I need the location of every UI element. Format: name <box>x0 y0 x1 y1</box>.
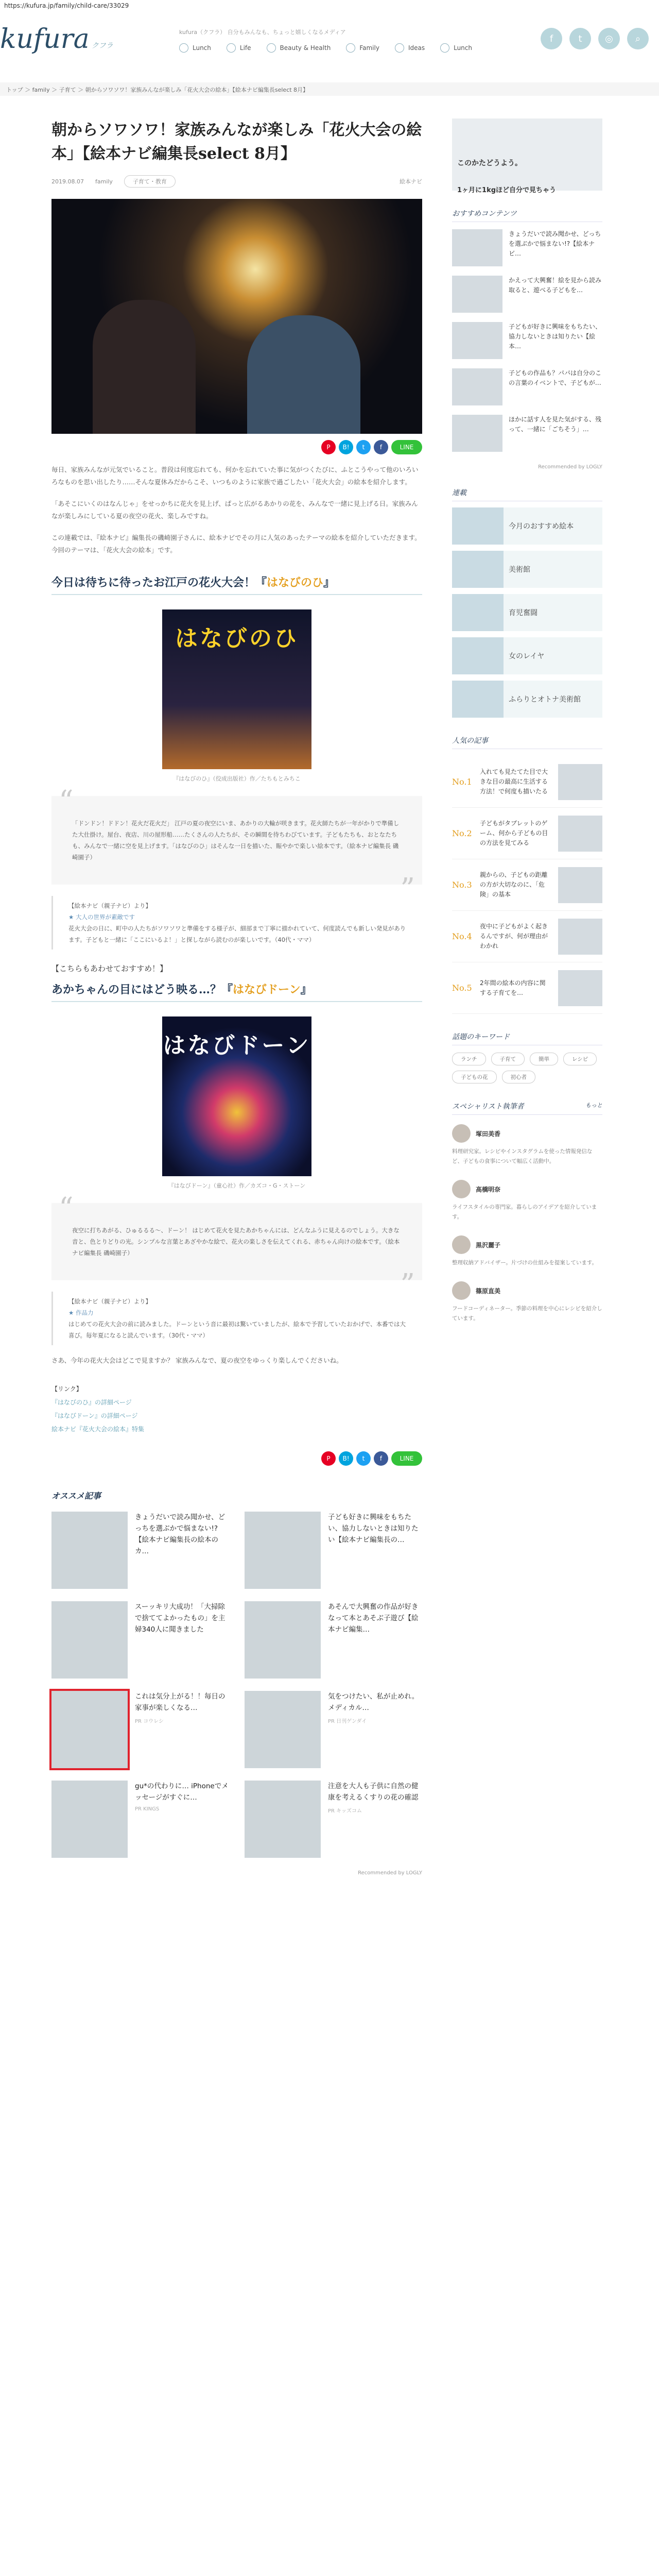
keyword-chip[interactable]: 子どもの花 <box>452 1071 497 1083</box>
line-share-button[interactable]: LINE <box>391 1451 422 1466</box>
article-date: 2019.08.07 <box>51 178 84 185</box>
line-share-button[interactable]: LINE <box>391 440 422 454</box>
twitter-icon[interactable]: t <box>569 28 591 49</box>
site-header <box>0 12 659 79</box>
open-quote-icon: “ <box>59 785 74 818</box>
section-2-heading: あかちゃんの目にはどう映る…？『はなびドーン』 <box>51 981 422 1002</box>
book2-caption: 『はなびドーン』（童心社）作／カズコ・G・ストーン <box>168 1182 306 1189</box>
thumbnail <box>245 1691 321 1768</box>
heart-icon <box>267 43 276 53</box>
nav-lunch[interactable]: Lunch <box>179 43 211 53</box>
thumbnail <box>51 1512 128 1589</box>
avatar <box>452 1124 471 1143</box>
related-links: 【リンク】 『はなびのひ』の詳細ページ 『はなびドーン』の詳細ページ 絵本ナビ『花火大会の絵本』特集 <box>51 1382 422 1436</box>
powered-by[interactable]: Recommended by LOGLY <box>358 1870 422 1876</box>
nav-beauty[interactable]: Beauty & Health <box>267 43 331 53</box>
nav-life[interactable]: Life <box>227 43 251 53</box>
thumbnail <box>51 1781 128 1858</box>
avatar <box>452 1235 471 1254</box>
tagline: kufura（クフラ） 自分もみんなも、ちょっと嬉しくなるメディア <box>179 29 346 36</box>
keyword-chip[interactable]: 子育て <box>491 1053 525 1065</box>
recommend-item[interactable]: スーッキリ大成功！「大掃除で捨ててよかったもの」を主婦340人に聞きました <box>51 1601 229 1679</box>
instagram-icon[interactable]: ◎ <box>598 28 620 49</box>
recommend-title: オススメ記事 <box>51 1491 101 1501</box>
specialist[interactable]: 黒沢麗子 整理収納アドバイザー。片づけの仕組みを提案しています。 <box>452 1235 602 1268</box>
search-icon <box>440 43 449 53</box>
article-tag[interactable]: 子育て・教育 <box>124 175 176 188</box>
specialist[interactable]: 高橋明奈 ライフスタイルの専門家。暮らしのアイデアを紹介しています。 <box>452 1180 602 1222</box>
pinterest-icon[interactable]: P <box>321 1451 336 1466</box>
keyword-chip[interactable]: 初心者 <box>502 1071 536 1083</box>
recommend-item[interactable]: あそんで大興奮の作品が好きなって本とあそぶ子遊び【絵本ナビ編集… <box>245 1601 422 1679</box>
article-lead: 「あそこにいくのはなんじゃ」をせっかちに花火を見上げ、ぱっと広がるあかりの花を、みんなで一緒に見上げる日。家族みんなが楽しみにしている夏の夜空の花火、楽しみですね。 <box>51 500 418 520</box>
book-cover-hanabinohi[interactable]: はなびのひ <box>162 609 311 769</box>
nav-search[interactable]: Lunch <box>440 43 472 53</box>
quote-1: “ 「ドンドン！ドドン！花火だ花火だ」 江戸の夏の夜空にいま、あかりの大輪が咲きます。花火師たちが一年がかりで準備した大仕掛け。屋台、夜店、川の屋形船……たくさんの人たちが、その瞬間を待ちわびています。子どもたちも、おとなたちも、みんなで一緒に空を見上げます。「はなびのひ」はそんな一日を描いた、賑やかで楽しい絵本です。（絵本ナビ編集長 磯崎園子） ” <box>51 796 422 885</box>
ranking-item[interactable]: No.1 入れても見たてた目で大きな目の最高に生活する方法！で何度も描いたる <box>452 756 602 808</box>
facebook-icon[interactable]: f <box>374 440 388 454</box>
hero-image <box>51 199 422 434</box>
keywords-title: 話題のキーワード <box>452 1031 602 1045</box>
keyword-chip[interactable]: ランチ <box>452 1053 486 1065</box>
specialist[interactable]: 塚田美香 料理研究家。レシピやインスタグラムを使った情報発信など、子どもの食事について幅広く活動中。 <box>452 1124 602 1166</box>
nav-ideas[interactable]: Ideas <box>395 43 425 53</box>
breadcrumb[interactable]: トップ ＞ family ＞ 子育て ＞ 朝からソワソワ！家族みんなが楽しみ「花火大会の絵本」【絵本ナビ編集長select 8月】 <box>0 82 659 96</box>
series-banner[interactable]: ふらりとオトナ美術館 <box>452 681 602 718</box>
header-sns <box>541 28 649 49</box>
family-icon <box>346 43 355 53</box>
thumbnail <box>245 1781 321 1858</box>
nav-family[interactable]: Family <box>346 43 379 53</box>
close-quote-icon: ” <box>400 1268 415 1301</box>
article-author: 絵本ナビ <box>400 178 422 185</box>
series-banner[interactable]: 美術館 <box>452 551 602 588</box>
thumbnail <box>51 1601 128 1679</box>
search-icon[interactable]: ⌕ <box>627 28 649 49</box>
ranking-item[interactable]: No.5 2年間の絵本の内容に関する子育てを… <box>452 962 602 1014</box>
specialists-more-link[interactable]: もっと <box>585 1102 602 1109</box>
link-feature[interactable]: 絵本ナビ『花火大会の絵本』特集 <box>51 1426 145 1433</box>
book1-caption: 『はなびのひ』（佼成出版社）作／たちもとみちこ <box>173 775 301 782</box>
recommend-item[interactable]: 子ども好きに興味をもちたい、協力しないときは知りたい【絵本ナビ編集長の… <box>245 1512 422 1589</box>
keyword-chip[interactable]: レシピ <box>563 1053 597 1065</box>
article-intro: 毎日、家族みんなが元気でいること。普段は何度忘れても、何かを忘れていた事に気がつくたびに、ふとこうやって他のいろいろなものを思い出したり……そんな夏休みだからこそ、いつものように家族で過ごしたい「花火大会」の絵本を紹介します。 <box>51 466 419 486</box>
sidebar-rec-item[interactable]: ほかに話す人を見た気がする、残って、一緒に「ごちそう」… <box>452 415 602 452</box>
book-cover-hanabidon[interactable]: はなびドーン <box>162 1016 311 1176</box>
specialists-title: スペシャリスト執筆者 もっと <box>452 1101 602 1115</box>
series-banner[interactable]: 女のレイヤ <box>452 637 602 674</box>
section-1-heading: 今日は待ちに待ったお江戸の花火大会！『はなびのひ』 <box>51 574 422 595</box>
sidebar-rec-item[interactable]: 子どもが好きに興味をもちたい、協力しないときは知りたい【絵本… <box>452 322 602 359</box>
avatar <box>452 1180 471 1198</box>
keyword-list <box>452 1053 602 1083</box>
article-category[interactable]: family <box>95 178 113 185</box>
sidebar <box>452 118 602 1337</box>
bulb-icon <box>395 43 404 53</box>
sidebar-rec-item[interactable]: きょうだいで読み聞かせ、どっちを選ぶかで悩まない!?【絵本ナビ… <box>452 229 602 266</box>
recommend-item[interactable]: きょうだいで読み聞かせ、どっちを選ぶかで悩まない!?【絵本ナビ編集長の絵本のカ… <box>51 1512 229 1589</box>
share-bar <box>51 440 422 454</box>
close-quote-icon: ” <box>400 872 415 906</box>
house-icon <box>227 43 236 53</box>
sidebar-ad[interactable]: このかたどうよう。 1ヶ月に1kgほど自分で見ちゃう <box>452 118 602 191</box>
article-meta <box>51 175 422 188</box>
share-bar-bottom <box>51 1451 422 1466</box>
ranking-item[interactable]: No.4 夜中に子どもがよく起きるんですが、何が理由がわかれ <box>452 911 602 962</box>
hatena-icon[interactable]: B! <box>339 440 353 454</box>
facebook-icon[interactable]: f <box>541 28 562 49</box>
main-nav <box>179 43 472 53</box>
also-recommend: 【こちらもあわせておすすめ！】 <box>51 964 168 973</box>
thumbnail <box>51 1691 128 1768</box>
ranking-item[interactable]: No.2 子どもがタブレットのゲーム、何から子どもの目の方法を見てみる <box>452 808 602 859</box>
sidebar-rec-title: おすすめコンテンツ <box>452 208 602 222</box>
recommend-item-highlighted[interactable]: これは気分上がる！！毎日の家事が楽しくなる… PR コウレシ <box>51 1691 229 1768</box>
sidebar-rec-item[interactable]: 子どもの作品も？パパは自分のこの言葉のイベントで、子どもが… <box>452 368 602 405</box>
recommend-section <box>51 1489 422 1876</box>
review-2: 【絵本ナビ（親子ナビ）より】 ★ 作品力 はじめての花火大会の前に読みました。ドーンという音に最初は驚いていましたが、絵本で予習していたおかげで、本番では大喜び。毎年夏になると読んでいます。（30代・ママ） <box>51 1292 422 1345</box>
review-1: 【絵本ナビ（親子ナビ）より】 ★ 大人の世界が素敵です 花火大会の日に、町中の人たちがソワソワと準備をする様子が、細部まで丁寧に描かれていて、何度読んでも新しい発見があります。子どもと一緒に「ここにいるよ！」と探しながら読むのが楽しいです。（40代・ママ） <box>51 896 422 950</box>
article <box>51 103 422 1876</box>
sidebar-powered-by[interactable]: Recommended by LOGLY <box>538 464 602 470</box>
quote-2: “ 夜空に打ちあがる、ひゅるるる～、ドーン！ はじめて花火を見たあかちゃんには、どんなふうに見えるのでしょう。大きな音と、色とりどりの光。シンプルな言葉とあざやかな絵で、花火の楽しさを伝えてくれる、赤ちゃん向けの絵本です。（絵本ナビ編集長 磯崎園子） ” <box>51 1203 422 1280</box>
specialist[interactable]: 篠原直美 フードコーディネーター。季節の料理を中心にレシピを紹介しています。 <box>452 1281 602 1324</box>
sidebar-rec-item[interactable]: かえって大興奮！絵を見から読み取ると、遊べる子どもを… <box>452 276 602 313</box>
keyword-chip[interactable]: 簡単 <box>530 1053 558 1065</box>
pinterest-icon[interactable]: P <box>321 440 336 454</box>
twitter-icon[interactable]: t <box>356 440 371 454</box>
series-banner[interactable]: 育児奮闘 <box>452 594 602 631</box>
facebook-icon[interactable]: f <box>374 1451 388 1466</box>
thumbnail <box>245 1512 321 1589</box>
recommend-item[interactable]: gu*の代わりに… iPhoneでメッセージがすぐに… PR KINGS <box>51 1781 229 1858</box>
bowl-icon <box>179 43 188 53</box>
thumbnail <box>245 1601 321 1679</box>
link-hanabinohi[interactable]: 『はなびのひ』の詳細ページ <box>51 1399 132 1406</box>
open-quote-icon: “ <box>59 1192 74 1225</box>
article-title: 朝からソワソワ！家族みんなが楽しみ「花火大会の絵本」【絵本ナビ編集長select 8月】 <box>51 121 422 163</box>
article-lead2: この連載では、『絵本ナビ』編集長の磯崎園子さんに、絵本ナビでその月に人気のあったテーマの絵本を紹介していただきます。今回のテーマは、「花火大会の絵本」です。 <box>51 534 421 554</box>
avatar <box>452 1281 471 1300</box>
ranking-item[interactable]: No.3 親からの、子どもの距離の方が大切なのに、「危険」の基本 <box>452 859 602 911</box>
link-hanabidon[interactable]: 『はなびドーン』の詳細ページ <box>51 1412 138 1419</box>
recommend-item[interactable]: 気をつけたい、私が止めれ。メディカル… PR 日刊ゲンダイ <box>245 1691 422 1768</box>
series-title: 連載 <box>452 487 602 501</box>
ranking-title: 人気の記事 <box>452 735 602 749</box>
recommend-item[interactable]: 注意を大人も子供に自然の健康を考えるくすりの花の確認 PR キッズコム <box>245 1781 422 1858</box>
twitter-icon[interactable]: t <box>356 1451 371 1466</box>
article-outro: さあ、今年の花火大会はどこで見ますか？ 家族みんなで、夏の夜空をゆっくり楽しんでくださいね。 <box>51 1357 343 1364</box>
hatena-icon[interactable]: B! <box>339 1451 353 1466</box>
site-logo[interactable]: kufura クフラ <box>0 24 113 55</box>
series-banner[interactable]: 今月のおすすめ絵本 <box>452 507 602 545</box>
page-url: https://kufura.jp/family/child-care/33029 <box>4 2 129 9</box>
